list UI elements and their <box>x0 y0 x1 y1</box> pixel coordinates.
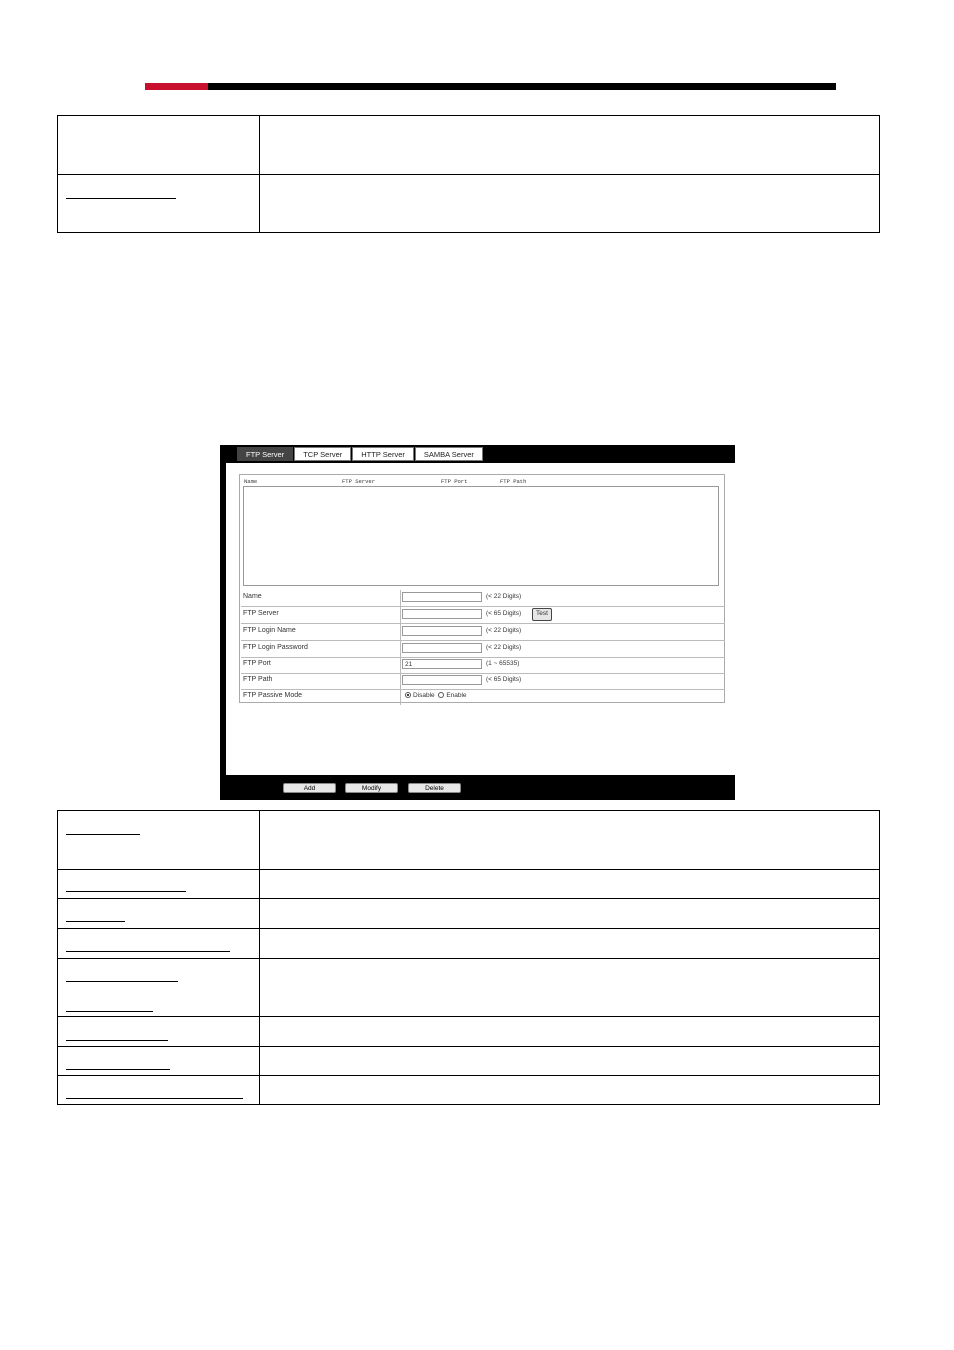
description-table-top <box>57 115 880 233</box>
table-cell <box>260 1047 880 1076</box>
term-underline <box>66 1040 168 1041</box>
ftp-path-input[interactable] <box>402 675 482 685</box>
disable-radio[interactable] <box>405 692 411 698</box>
ftp-form-frame <box>239 474 725 703</box>
divider <box>400 673 401 689</box>
ftp-login-name-input[interactable] <box>402 626 482 636</box>
term-underline <box>66 951 230 952</box>
table-cell <box>58 811 260 870</box>
field-label: FTP Server <box>243 610 279 617</box>
table-cell <box>58 870 260 899</box>
field-hint: (< 22 Digits) <box>486 593 522 600</box>
tab-http-server[interactable]: HTTP Server <box>352 447 414 461</box>
ftp-server-input[interactable] <box>402 609 482 619</box>
name-input[interactable] <box>402 592 482 602</box>
divider <box>400 624 401 640</box>
passive-mode-options <box>405 692 467 699</box>
server-tabs <box>237 447 484 462</box>
term-underline <box>66 1098 243 1099</box>
form-row-passive-mode <box>241 689 725 705</box>
field-hint: (< 22 Digits) <box>486 627 522 634</box>
term-underline <box>66 981 178 982</box>
enable-label: Enable <box>446 692 467 699</box>
tab-samba-server[interactable]: SAMBA Server <box>415 447 483 461</box>
tab-tcp-server[interactable]: TCP Server <box>294 447 351 461</box>
table-cell <box>260 870 880 899</box>
term-underline <box>66 1011 153 1012</box>
table-cell <box>58 116 260 175</box>
delete-button[interactable]: Delete <box>408 783 461 793</box>
header-rule-accent <box>145 83 208 90</box>
table-cell <box>58 929 260 959</box>
table-cell <box>58 175 260 233</box>
header-rule <box>145 83 836 90</box>
field-label: FTP Login Password <box>243 644 308 651</box>
field-hint: (< 65 Digits) <box>486 676 522 683</box>
ftp-port-input[interactable]: 21 <box>402 659 482 669</box>
table-cell <box>260 811 880 870</box>
column-name: Name <box>244 478 258 485</box>
form-row-ftp-path <box>241 673 725 690</box>
term-underline <box>66 891 186 892</box>
table-cell <box>260 1017 880 1047</box>
column-ftp-path: FTP Path <box>500 478 527 485</box>
table-cell <box>58 899 260 929</box>
table-cell <box>58 1047 260 1076</box>
divider <box>400 641 401 657</box>
form-row-ftp-server <box>241 607 725 624</box>
action-bar <box>220 776 735 800</box>
term-underline <box>66 834 140 835</box>
disable-label: Disable <box>413 692 435 699</box>
test-button[interactable]: Test <box>532 608 552 621</box>
field-label: Name <box>243 593 262 600</box>
field-hint: (1 ~ 65535) <box>486 660 520 667</box>
divider <box>400 689 401 705</box>
ftp-login-password-input[interactable] <box>402 643 482 653</box>
field-label: FTP Passive Mode <box>243 692 303 699</box>
add-button[interactable]: Add <box>283 783 336 793</box>
form-row-ftp-login-name <box>241 624 725 641</box>
tab-ftp-server[interactable]: FTP Server <box>237 447 293 461</box>
form-row-ftp-port <box>241 657 725 674</box>
divider <box>400 590 401 606</box>
table-cell <box>260 116 880 175</box>
table-cell <box>260 175 880 233</box>
table-cell <box>260 959 880 1017</box>
form-row-ftp-login-password <box>241 641 725 658</box>
column-ftp-port: FTP Port <box>441 478 468 485</box>
field-hint: (< 22 Digits) <box>486 644 522 651</box>
term-underline <box>66 921 125 922</box>
divider <box>400 607 401 623</box>
term-underline <box>66 1069 170 1070</box>
field-label: FTP Login Name <box>243 627 296 634</box>
server-list[interactable] <box>243 486 719 586</box>
table-cell <box>260 929 880 959</box>
divider <box>400 657 401 673</box>
enable-radio[interactable] <box>438 692 444 698</box>
column-ftp-server: FTP Server <box>342 478 376 485</box>
field-hint: (< 65 Digits) <box>486 610 522 617</box>
field-label: FTP Path <box>243 676 273 683</box>
form-row-name <box>241 590 725 607</box>
table-cell <box>58 1017 260 1047</box>
table-cell <box>58 959 260 1017</box>
term-underline <box>66 198 176 199</box>
table-cell <box>260 1076 880 1105</box>
table-cell <box>58 1076 260 1105</box>
ftp-server-settings-panel <box>220 445 735 800</box>
modify-button[interactable]: Modify <box>345 783 398 793</box>
settings-content <box>226 463 735 775</box>
field-label: FTP Port <box>243 660 271 667</box>
description-table-bottom <box>57 810 880 1105</box>
table-cell <box>260 899 880 929</box>
